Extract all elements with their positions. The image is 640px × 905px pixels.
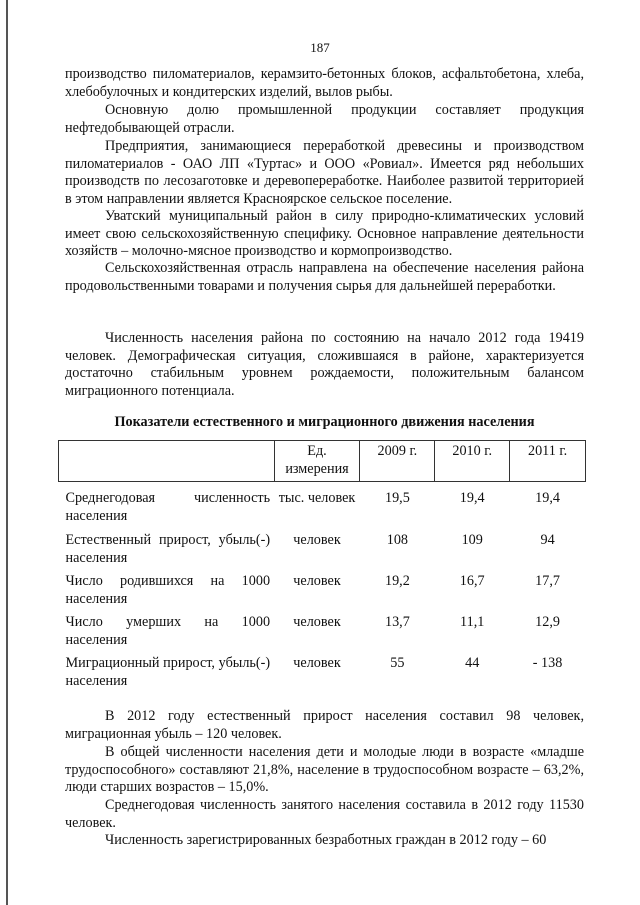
paragraph: производство пиломатериалов, керамзито-бетонных блоков, асфальтобетона, хлеба, хлебобулочных и кондитерских изделий, вылов рыбы.: [65, 66, 584, 100]
unit-cell: человек: [293, 655, 341, 671]
value-2011: 19,4: [535, 490, 560, 506]
indicator-name: Число умерших на 1000 населения: [65, 614, 271, 648]
header-2010: 2010 г.: [435, 441, 510, 482]
unit-cell: человек: [293, 532, 341, 548]
unit-cell: тыс. человек: [278, 490, 356, 506]
paragraph: Численность зарегистрированных безработных граждан в 2012 году – 60: [105, 832, 547, 848]
table-row: [59, 532, 586, 573]
paragraph: Основную долю промышленной продукции составляет продукция нефтедобывающей отрасли.: [65, 102, 584, 136]
indicator-name: Число родившихся на 1000 населения: [65, 573, 271, 607]
value-2009: 19,5: [384, 490, 410, 506]
table-title: Показатели естественного и миграционного движения населения: [114, 414, 535, 430]
value-2009: 55: [390, 655, 405, 671]
table-header-row: [59, 441, 586, 482]
page-number: 187: [310, 40, 330, 55]
header-2011: 2011 г.: [510, 441, 586, 482]
value-2010: 19,4: [459, 490, 485, 506]
value-2009: 108: [386, 532, 409, 548]
table-row: [59, 482, 586, 533]
paragraph: Сельскохозяйственная отрасль направлена на обеспечение населения района продовольственными товарами и получения сырья для дальнейшей переработки.: [65, 260, 584, 294]
value-2010: 109: [461, 532, 483, 548]
population-table: [58, 440, 586, 696]
paragraph: Уватский муниципальный район в силу природно-климатических условий имеет свою сельскохозяйственную специфику. Основное направление деятельности хозяйств – молочно-мясное производство и кормопроизводство.: [65, 208, 584, 260]
header-unit: Ед. измерения: [274, 441, 360, 482]
paragraph: Предприятия, занимающиеся переработкой древесины и производством пиломатериалов - ОАО ЛП «Туртас» и ООО «Ровиал». Имеется ряд небольших производств по лесозаготовке и деревопереработке. Наиболее развитой территорией в этом направлении является Красноярское сельское поселение.: [65, 138, 584, 207]
unit-cell: человек: [293, 614, 341, 630]
table-row: [59, 614, 586, 655]
header-2009: 2009 г.: [360, 441, 435, 482]
value-2010: 16,7: [459, 573, 485, 589]
value-2011: 17,7: [535, 573, 560, 589]
value-2011: - 138: [532, 655, 563, 671]
scan-edge-line: [6, 0, 8, 905]
indicator-name: Миграционный прирост, убыль(-) населения: [65, 655, 271, 689]
table-row: [59, 655, 586, 696]
value-2009: 13,7: [384, 614, 410, 630]
paragraph: Среднегодовая численность занятого населения составила в 2012 году 11530 человек.: [65, 797, 584, 831]
unit-cell: человек: [293, 573, 341, 589]
value-2010: 11,1: [460, 614, 485, 630]
header-name: [59, 441, 275, 482]
paragraph: В общей численности населения дети и молодые люди в возрасте «младше трудоспособного» составляют 21,8%, население в трудоспособном возрасте – 63,2%, люди старших возрастов – 15,0%.: [65, 744, 584, 796]
indicator-name: Естественный прирост, убыль(-) населения: [65, 532, 271, 566]
indicator-name: Среднегодовая численность населения: [65, 490, 271, 524]
value-2009: 19,2: [384, 573, 410, 589]
table-row: [59, 573, 586, 614]
paragraph: Численность населения района по состоянию на начало 2012 года 19419 человек. Демографическая ситуация, сложившаяся в районе, характеризуется достаточно стабильным уровнем рождаемости, положительным балансом миграционного потенциала.: [65, 330, 584, 399]
value-2011: 94: [540, 532, 555, 548]
value-2011: 12,9: [535, 614, 560, 630]
paragraph: В 2012 году естественный прирост населения составил 98 человек, миграционная убыль – 120 человек.: [65, 708, 584, 742]
value-2010: 44: [465, 655, 480, 671]
